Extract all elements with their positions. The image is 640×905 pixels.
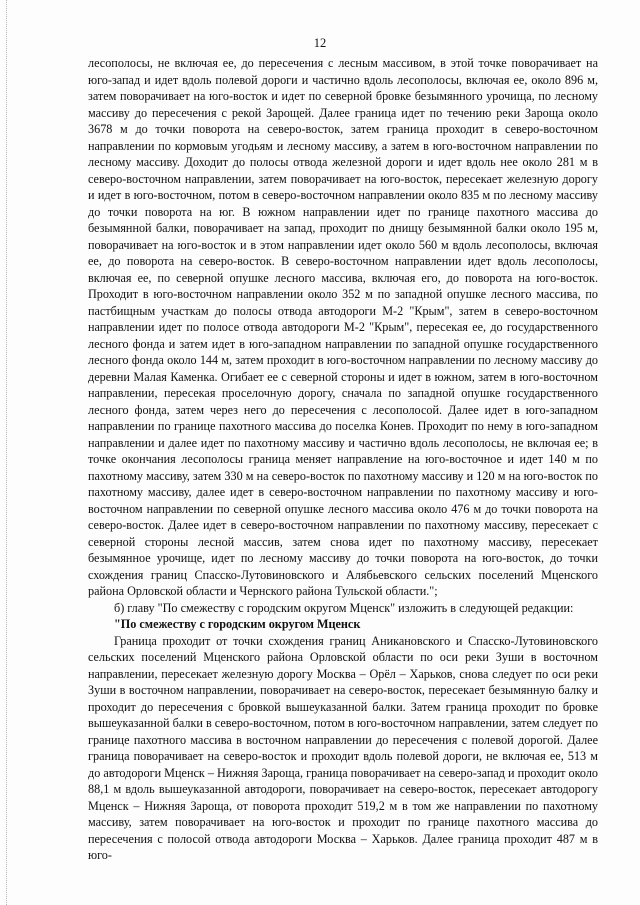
- paragraph-continued: лесополосы, не включая ее, до пересечения с лесным массивом, в этой точке поворачивает на юго-запад и идет вдоль полевой дороги и частично вдоль лесополосы, включая ее, около 896 м, затем поворачивает на юго-восток и идет по северной бровке безымянного урочища, по лесному массиву до пересечения с рекой Зарощей. Далее граница идет по течению реки Зароща около 3678 м до точки поворота на северо-восток, затем граница проходит в северо-восточном направлении по кормовым угодьям и лесному массиву, а затем в юго-восточном направлении по лесному массиву. Доходит до полосы отвода железной дороги и идет вдоль нее около 281 м в северо-восточном направлении, затем поворачивает на юго-восток, пересекает железную дорогу и идет в юго-восточном, потом в северо-восточном направлении около 835 м по лесному массиву до точки поворота на юг. В южном направлении идет по границе пахотного массива до безымянной балки, поворачивает на запад, проходит по днищу безымянной балки около 195 м, поворачивает на юго-восток и в этом направлении идет около 560 м вдоль лесополосы, включая ее, до поворота на северо-восток. В северо-восточном направлении идет вдоль лесополосы, включая ее, по северной опушке лесного массива, включая его, до поворота на юго-восток. Проходит в юго-восточном направлении около 352 м по западной опушке лесного массива, по пастбищным участкам до полосы отвода автодороги М-2 "Крым", затем в северо-восточном направлении идет по полосе отвода автодороги М-2 "Крым", пересекая ее, до государственного лесного фонда и затем идет в юго-западном направлении по западной опушке государственного лесного фонда около 144 м, затем проходит в юго-восточном направлении по лесному массиву до деревни Малая Каменка. Огибает ее с северной стороны и идет в южном, затем в юго-восточном направлении, пересекая проселочную дорогу, сначала по западной опушке государственного лесного фонда, затем через него до пересечения с лесополосой. Далее идет в юго-западном направлении по границе пахотного массива до поселка Конев. Проходит по нему в юго-западном направлении и далее идет по пахотному массиву и частично вдоль лесополосы, не включая ее; в точке окончания лесополосы граница меняет направление на юго-восточное и идет 140 м по пахотному массиву, затем 330 м на северо-восток по пахотному массиву и 120 м на юго-восток по пахотному массиву, далее идет в северо-восточном направлении по пахотному массиву и юго-восточном направлении по северной опушке лесного массива около 476 м до точки поворота на северо-восток. Далее идет в северо-восточном направлении по пахотному массиву, пересекает с северной стороны лесной массив, затем снова идет по пахотному массиву, пересекает безымянное урочище, идет по лесному массиву до точки поворота на юго-восток, до точки схождения границ Спасско-Лутовиновского и Алябьевского сельских поселений Мценского района Орловской области и Чернского района Тульской области.";: [88, 56, 598, 598]
- paragraph-boundary-description: Граница проходит от точки схождения границ Аникановского и Спасско-Лутовиновского сельских поселений Мценского района Орловской области по оси реки Зуши в восточном направлении, пересекает железную дорогу Москва – Орёл – Харьков, снова следует по оси реки Зуши в восточном направлении, поворачивает на северо-восток, пересекает безымянную балку и проходит до пересечения с бровкой вышеуказанной балки. Затем граница проходит по бровке вышеуказанной балки в северо-восточном, потом в юго-восточном направлении, затем следует по границе пахотного массива в восточном направлении до пересечения с полевой дорогой. Далее граница поворачивает на северо-восток и проходит вдоль полевой дороги, не включая ее, 513 м до автодороги Мценск – Нижняя Зароща, граница поворачивает на северо-запад и проходит около 88,1 м вдоль вышеуказанной автодороги, поворачивает на северо-восток, пересекает автодорогу Мценск – Нижняя Зароща, от поворота проходит 519,2 м в том же направлении по пахотному массиву, затем поворачивает на юго-восток и проходит по границе пахотного массива до пересечения с полосой отвода автодороги Москва – Харьков. Далее граница проходит 487 м в юго-: [88, 633, 598, 862]
- paragraph-amendment-b: б) главу "По смежеству с городским округом Мценск" изложить в следующей редакции:: [114, 600, 574, 615]
- binding-margin-line: [6, 0, 7, 905]
- page-number: 12: [313, 36, 327, 50]
- document-body: [88, 55, 598, 864]
- section-heading: "По смежеству с городским округом Мценск: [114, 617, 361, 631]
